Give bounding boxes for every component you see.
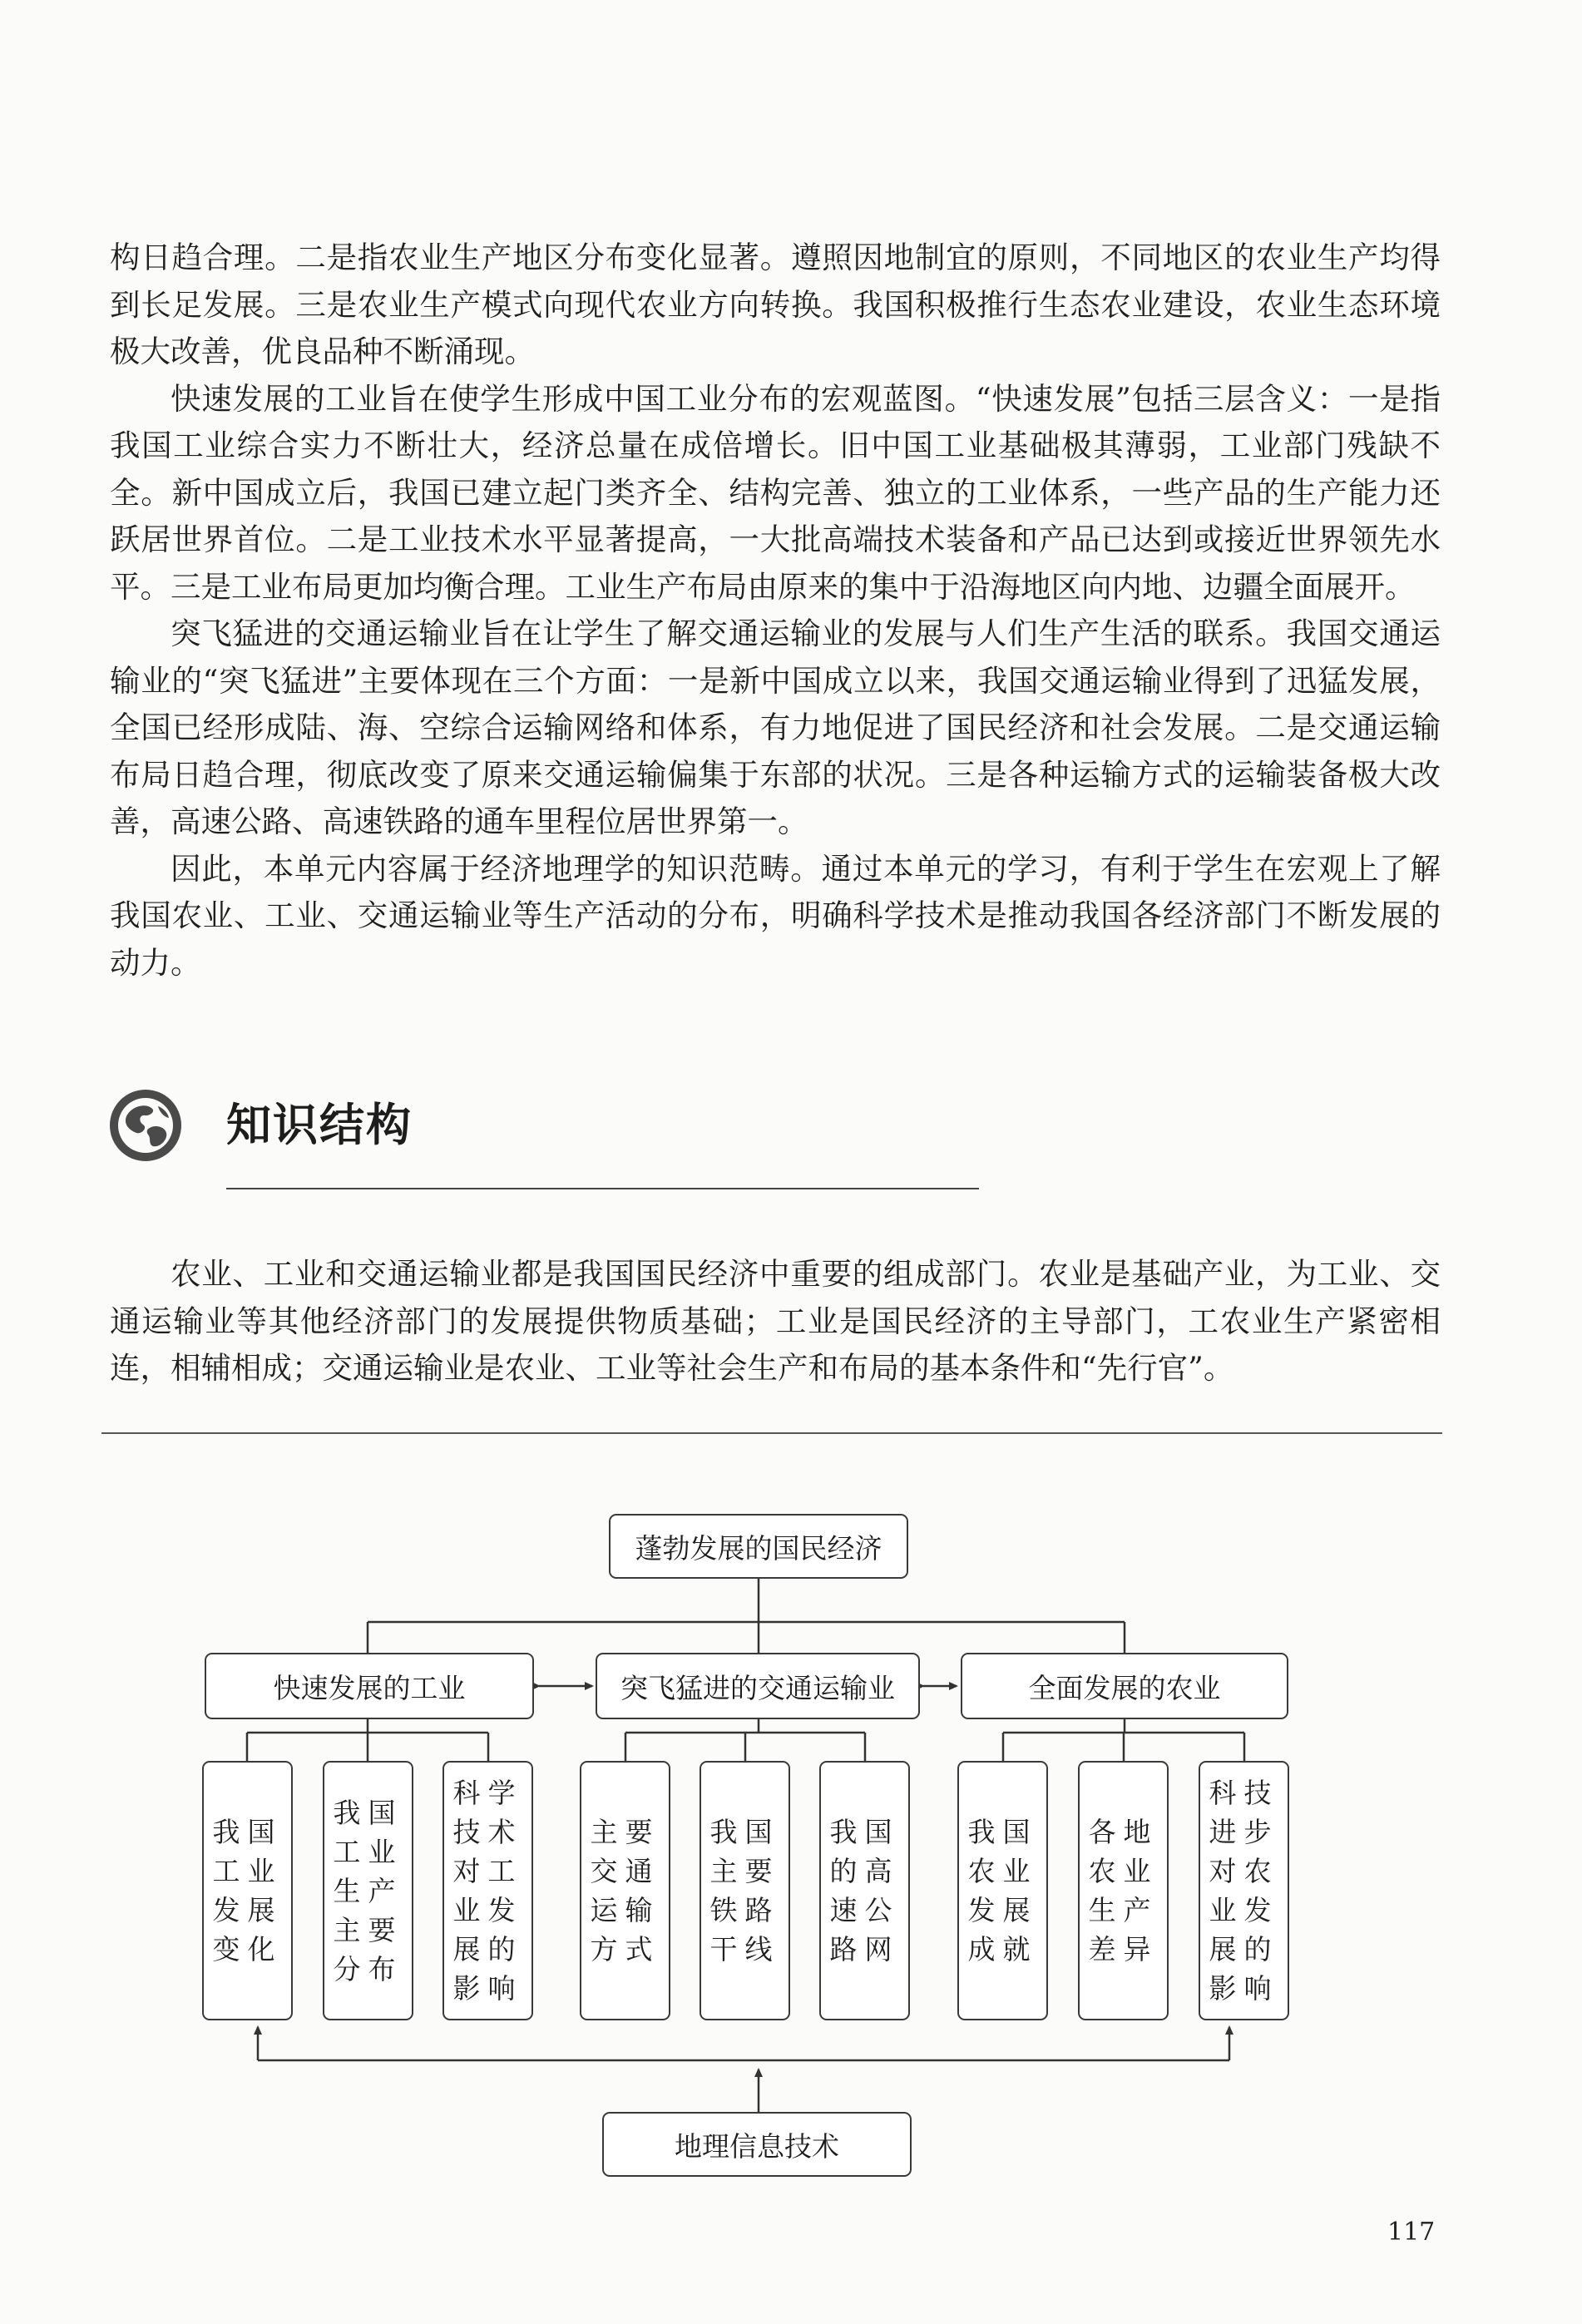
root-node xyxy=(609,1514,908,1579)
section-title: 知识结构 xyxy=(226,1099,413,1151)
leaf-node xyxy=(1078,1761,1169,2020)
leaf-label: 科学技术对工业发展的影响 xyxy=(452,1777,523,2005)
intro-paragraph: 农业、工业和交通运输业都是我国国民经济中重要的组成部门。农业是基础产业，为工业、交通运输业等其他经济部门的发展提供物质基础；工业是国民经济的主导部门，工农业生产紧密相连，相辅相成；交通运输业是农业、工业等社会生产和布局的基本条件和“先行官”。 xyxy=(110,1256,1441,1386)
leaf-label: 科技进步对农业发展的影响 xyxy=(1209,1777,1279,2005)
leaf-label: 我国主要铁路干线 xyxy=(709,1816,780,1966)
paragraph: 因此，本单元内容属于经济地理学的知识范畴。通过本单元的学习，有利于学生在宏观上了解我国农业、工业、交通运输业等生产活动的分布，明确科学技术是推动我国各经济部门不断发展的动力。 xyxy=(110,850,1441,981)
leaf-node xyxy=(957,1761,1048,2020)
leaf-label: 我国的高速公路网 xyxy=(829,1816,900,1966)
paragraph: 构日趋合理。二是指农业生产地区分布变化显著。遵照因地制宜的原则，不同地区的农业生产均得到长足发展。三是农业生产模式向现代农业方向转换。我国积极推行生态农业建设，农业生态环境极大改善，优良品种不断涌现。 xyxy=(110,240,1441,369)
leaf-node xyxy=(442,1761,533,2020)
paragraph: 快速发展的工业旨在使学生形成中国工业分布的宏观蓝图。“快速发展”包括三层含义：一是指我国工业综合实力不断壮大，经济总量在成倍增长。旧中国工业基础极其薄弱，工业部门残缺不全。新中国成立后，我国已建立起门类齐全、结构完善、独立的工业体系，一些产品的生产能力还跃居世界首位。二是工业技术水平显著提高，一大批高端技术装备和产品已达到或接近世界领先水平。三是工业布局更加均衡合理。工业生产布局由原来的集中于沿海地区向内地、边疆全面展开。 xyxy=(110,380,1441,605)
branch-label: 快速发展的工业 xyxy=(273,1671,466,1704)
leaf-label: 我国工业生产主要分布 xyxy=(333,1796,403,1985)
leaf-node xyxy=(819,1761,910,2020)
branch-node-industry xyxy=(205,1653,534,1719)
branch-node-agriculture xyxy=(961,1653,1288,1719)
bottom-node-gis xyxy=(602,2112,912,2177)
leaf-node xyxy=(323,1761,413,2020)
page-number: 117 xyxy=(1387,2218,1436,2247)
paragraph: 突飞猛进的交通运输业旨在让学生了解交通运输业的发展与人们生产生活的联系。我国交通运输业的“突飞猛进”主要体现在三个方面：一是新中国成立以来，我国交通运输业得到了迅猛发展，全国已经形成陆、海、空综合运输网络和体系，有力地促进了国民经济和社会发展。二是交通运输布局日趋合理，彻底改变了原来交通运输偏集于东部的状况。三是各种运输方式的运输装备极大改善，高速公路、高速铁路的通车里程位居世界第一。 xyxy=(110,616,1441,839)
leaf-node xyxy=(202,1761,293,2020)
bottom-node-label: 地理信息技术 xyxy=(675,2129,839,2163)
leaf-label: 主要交通运输方式 xyxy=(590,1816,660,1966)
leaf-node xyxy=(1199,1761,1289,2020)
leaf-label: 我国农业发展成就 xyxy=(967,1816,1038,1966)
branch-label: 突飞猛进的交通运输业 xyxy=(620,1671,895,1704)
branch-label: 全面发展的农业 xyxy=(1028,1671,1221,1704)
leaf-label: 我国工业发展变化 xyxy=(212,1816,283,1966)
root-node-label: 蓬勃发展的国民经济 xyxy=(635,1531,882,1565)
leaf-label: 各地农业生产差异 xyxy=(1088,1816,1159,1966)
branch-node-transport xyxy=(596,1653,920,1719)
leaf-node xyxy=(580,1761,670,2020)
leaf-node xyxy=(700,1761,790,2020)
